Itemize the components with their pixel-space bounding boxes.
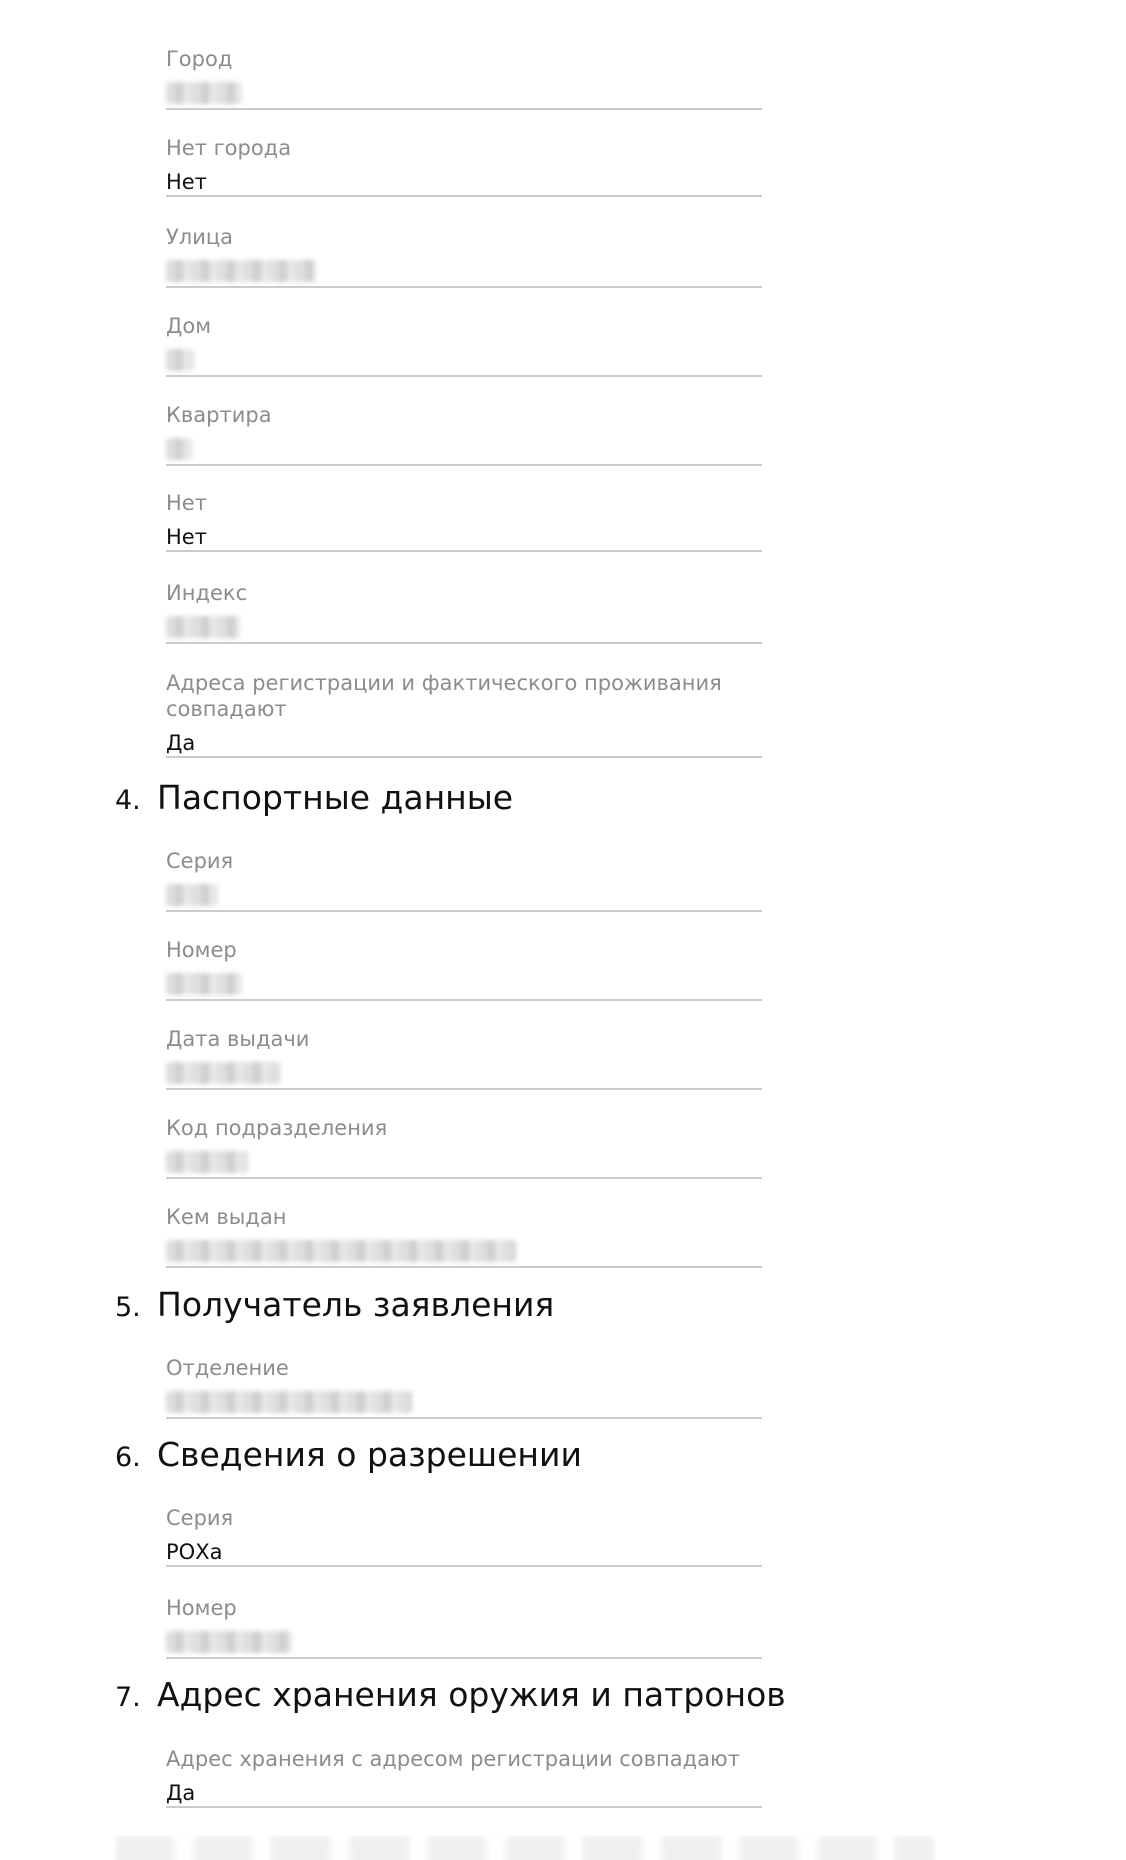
redacted-value [166,973,242,995]
field-no-apartment [166,490,762,552]
section-title-storage-address [115,1675,786,1718]
field-street [166,224,762,288]
section-title-recipient [115,1285,554,1328]
redacted-value [166,1062,280,1084]
field-label: Адрес хранения с адресом регистрации совпадают [166,1747,740,1771]
field-passport-issued-by [166,1204,762,1268]
section-number: 5. [115,1292,141,1323]
field-label: Номер [166,938,237,962]
field-label: Город [166,47,233,71]
field-label: Нет города [166,136,292,160]
redacted-value [166,884,218,906]
redacted-value [166,349,194,371]
section-title-text: Паспортные данные [157,778,514,817]
section-number: 4. [115,785,141,816]
field-label: Адреса регистрации и фактического проживания совпадают [166,671,722,721]
section-number: 6. [115,1442,141,1473]
redacted-value [166,260,316,282]
field-value: РОХа [166,1540,223,1564]
field-label: Отделение [166,1356,289,1380]
field-label: Квартира [166,403,272,427]
field-passport-issue-date [166,1026,762,1090]
field-label: Серия [166,1506,234,1530]
redacted-value [166,1391,412,1413]
field-value: Нет [166,170,207,194]
field-label: Индекс [166,581,248,605]
field-passport-series [166,848,762,912]
field-department [166,1355,762,1419]
field-no-city [166,135,762,197]
redacted-value [166,82,242,104]
field-value: Нет [166,525,207,549]
next-section-title-cutoff [115,1836,935,1860]
field-label: Нет [166,491,207,515]
field-passport-number [166,937,762,1001]
field-storage-address-same [166,1746,762,1808]
field-label: Дата выдачи [166,1027,310,1051]
field-value: Да [166,1781,196,1805]
section-title-text: Получатель заявления [157,1285,555,1324]
section-title-text: Адрес хранения оружия и патронов [157,1675,786,1714]
field-label: Кем выдан [166,1205,287,1229]
section-title-text: Сведения о разрешении [157,1435,582,1474]
field-permit-series [166,1505,762,1567]
field-value: Да [166,731,196,755]
field-label: Код подразделения [166,1116,388,1140]
section-title-passport [115,778,513,821]
redacted-value [166,1240,516,1262]
section-number: 7. [115,1682,141,1713]
field-label: Серия [166,849,234,873]
section-title-permit [115,1435,582,1478]
field-passport-division-code [166,1115,762,1179]
field-label: Дом [166,314,212,338]
redacted-value [166,616,240,638]
field-same-address [166,670,762,758]
redacted-value [166,1631,292,1653]
field-city [166,46,762,110]
field-index [166,580,762,644]
redacted-value [166,438,192,460]
field-permit-number [166,1595,762,1659]
field-label: Номер [166,1596,237,1620]
redacted-value [166,1151,248,1173]
field-house [166,313,762,377]
field-label: Улица [166,225,234,249]
field-apartment [166,402,762,466]
